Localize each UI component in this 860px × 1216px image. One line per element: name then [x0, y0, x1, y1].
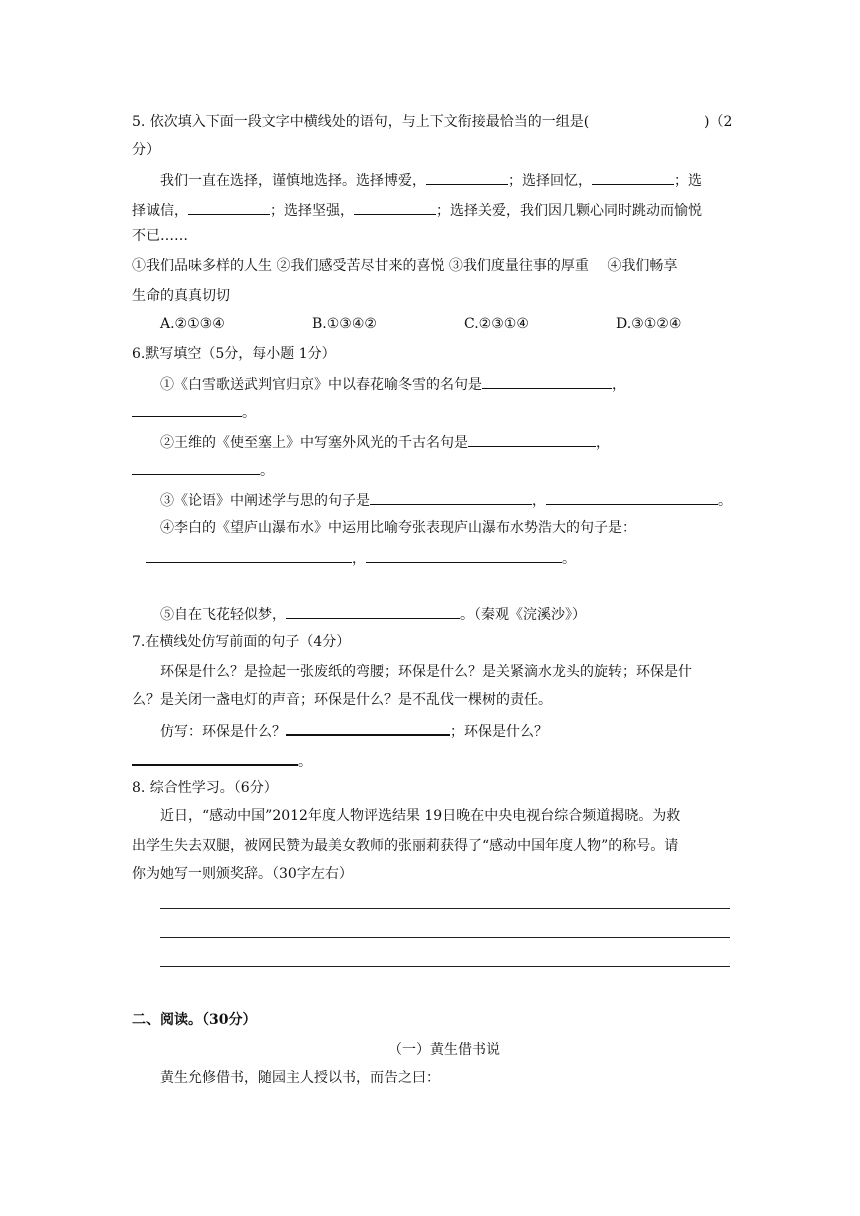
- q6-item-2-cont: 。: [132, 460, 274, 481]
- q7-passage-line-2: 么？是关闭一盏电灯的声音；环保是什么？是不乱伐一棵树的责任。: [132, 692, 552, 708]
- answer-line[interactable]: [160, 966, 730, 967]
- q5-stem-score-unit: 分）: [132, 142, 160, 158]
- blank[interactable]: [592, 170, 674, 185]
- q6-item-5: ⑤自在飞花轻似梦， 。（秦观《浣溪沙》）: [160, 604, 586, 625]
- blank[interactable]: [482, 374, 612, 389]
- section-title: 二、阅读。（30分）: [132, 1012, 257, 1028]
- q5-choice-c[interactable]: C.②③①④: [464, 316, 529, 332]
- q8-passage-line-1: 近日，“感动中国”2012年度人物评选结果 19日晚在中央电视台综合频道揭晓。为救: [160, 808, 681, 824]
- q5-passage-line-3: 不已……: [132, 228, 188, 244]
- blank[interactable]: [132, 460, 260, 475]
- q7-imitation: 仿写：环保是什么？ ；环保是什么？: [160, 720, 548, 742]
- answer-line[interactable]: [160, 937, 730, 938]
- q7-passage-line-1: 环保是什么？是捡起一张废纸的弯腰；环保是什么？是关紧滴水龙头的旋转；环保是什: [160, 664, 692, 680]
- q6-title: 6.默写填空（5分，每小题 1分）: [132, 346, 336, 362]
- q7-title: 7.在横线处仿写前面的句子（4分）: [132, 634, 351, 650]
- blank[interactable]: [188, 200, 270, 215]
- blank[interactable]: [366, 548, 562, 563]
- q5-stem-score: )（2: [704, 114, 733, 130]
- blank[interactable]: [354, 200, 436, 215]
- blank[interactable]: [286, 720, 450, 736]
- q5-options-line-1: ①我们品味多样的人生 ②我们感受苦尽甘来的喜悦 ③我们度量往事的厚重 ④我们畅享: [132, 258, 678, 274]
- q8-passage-line-3: 你为她写一则颁奖辞。（30字左右）: [132, 866, 353, 882]
- passage-line-1: 黄生允修借书，随园主人授以书，而告之曰：: [160, 1070, 440, 1086]
- q5-stem: 5. 依次填入下面一段文字中横线处的语句，与上下文衔接最恰当的一组是(: [132, 114, 590, 130]
- q8-title: 8. 综合性学习。（6分）: [132, 780, 278, 796]
- q6-item-4-cont: ， 。: [146, 548, 576, 569]
- blank[interactable]: [286, 604, 460, 619]
- q5-choice-a[interactable]: A.②①③④: [160, 316, 225, 332]
- q5-options-line-2: 生命的真真切切: [132, 288, 230, 304]
- blank[interactable]: [426, 170, 508, 185]
- blank[interactable]: [132, 750, 298, 766]
- q5-passage-line-1: 我们一直在选择，谨慎地选择。选择博爱， ；选择回忆， ；选: [160, 170, 702, 191]
- q6-item-3: ③《论语》中阐述学与思的句子是 ， 。: [160, 490, 732, 511]
- q5-choice-b[interactable]: B.①③④②: [312, 316, 377, 332]
- answer-line[interactable]: [160, 908, 730, 909]
- q5-passage-line-2: 择诚信， ；选择坚强， ；选择关爱，我们因几颗心同时跳动而愉悦: [132, 200, 702, 221]
- blank[interactable]: [546, 490, 718, 505]
- q7-imitation-cont: 。: [132, 750, 312, 772]
- q5-choice-d[interactable]: D.③①②④: [616, 316, 682, 332]
- blank[interactable]: [468, 432, 596, 447]
- blank[interactable]: [146, 548, 352, 563]
- q6-item-1: ①《白雪歌送武判官归京》中以春花喻冬雪的名句是 ，: [160, 374, 626, 395]
- blank[interactable]: [370, 490, 532, 505]
- q8-passage-line-2: 出学生失去双腿，被网民赞为最美女教师的张丽莉获得了“感动中国年度人物”的称号。请: [132, 838, 679, 854]
- passage-title: （一）黄生借书说: [388, 1042, 500, 1058]
- q6-item-1-cont: 。: [132, 402, 256, 423]
- blank[interactable]: [132, 402, 242, 417]
- q6-item-4: ④李白的《望庐山瀑布水》中运用比喻夸张表现庐山瀑布水势浩大的句子是：: [160, 520, 636, 536]
- q6-item-2: ②王维的《使至塞上》中写塞外风光的千古名句是 ，: [160, 432, 610, 453]
